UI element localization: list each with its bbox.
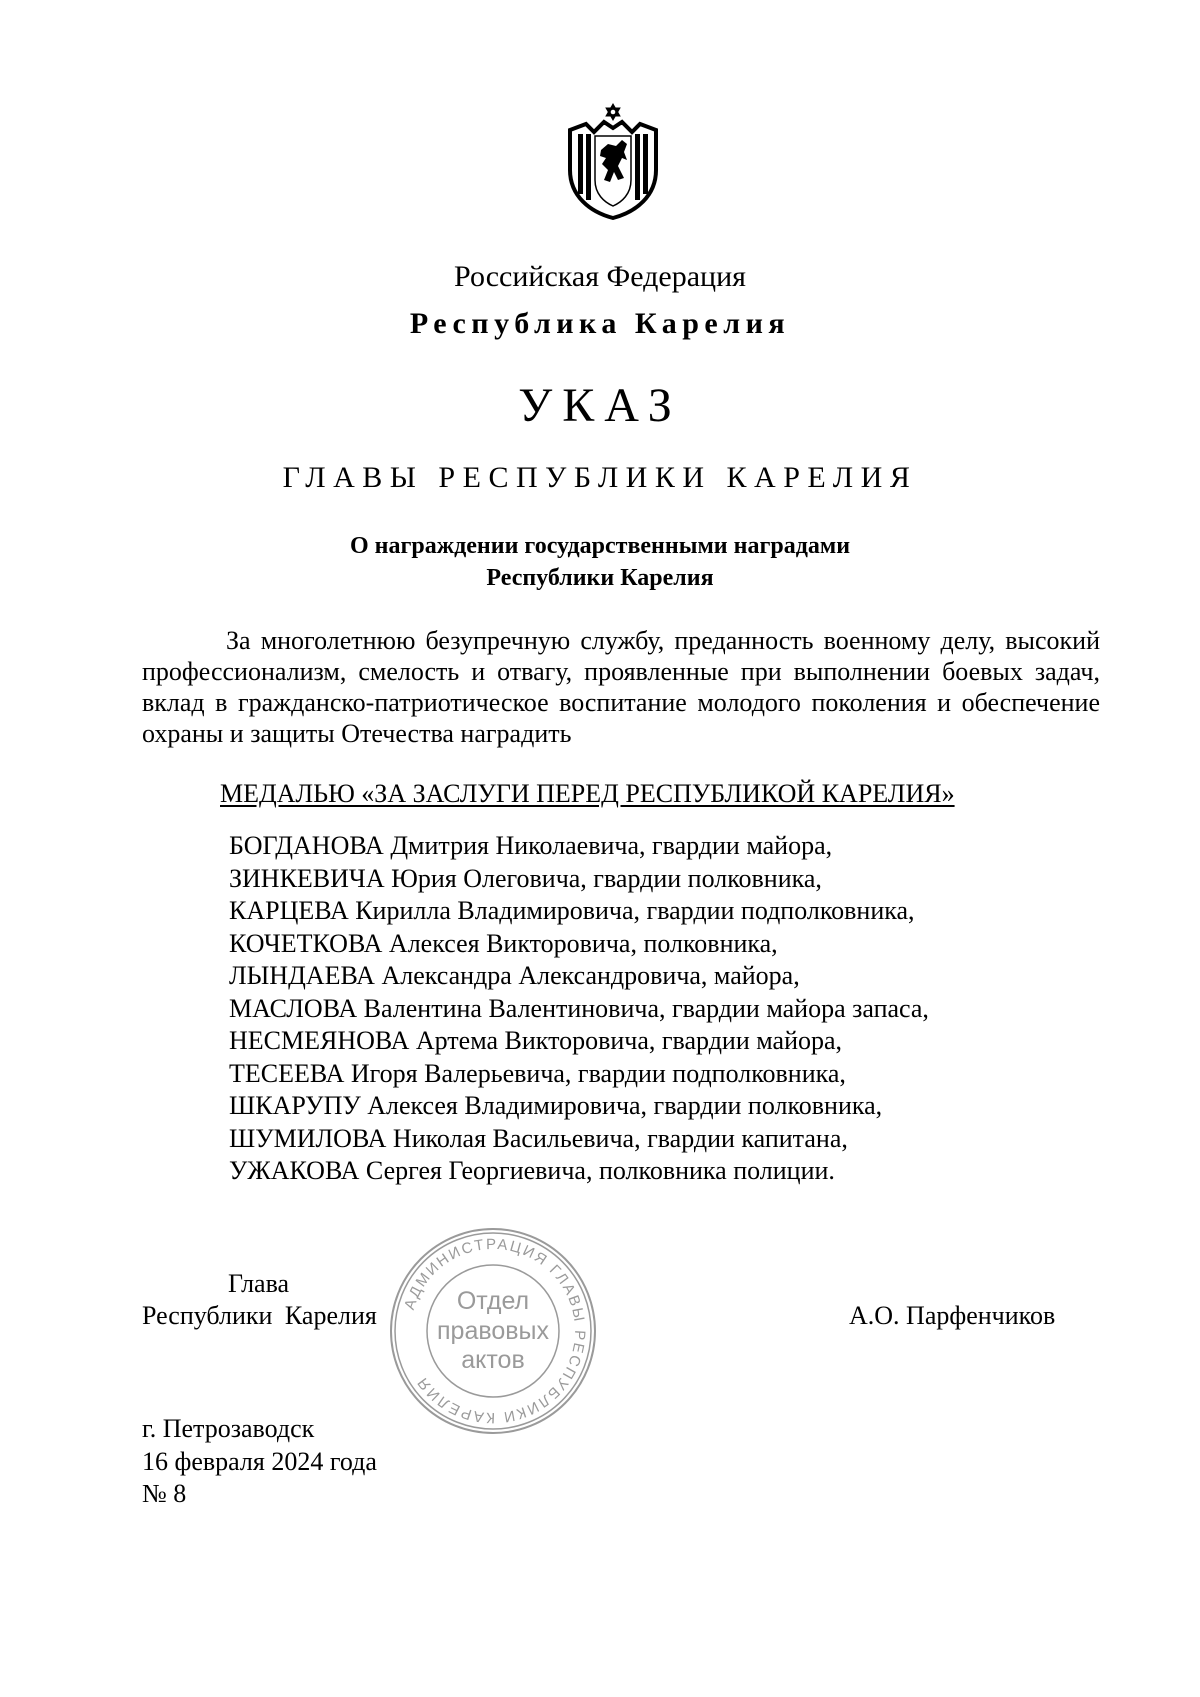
coat-of-arms-icon [564,100,662,220]
signatory-position [142,1268,377,1332]
signatory-position-line-1: Глава [228,1269,290,1298]
republic-name: Республика Карелия [409,307,791,340]
signatory-name: А.О. Парфенчиков [849,1301,1056,1330]
awardee-item: КАРЦЕВА Кирилла Владимировича, гвардии подполковника, [229,896,915,925]
decree-number: № 8 [142,1479,187,1508]
decree-subject-line-2: Республики Карелия [486,565,714,591]
awardee-list [229,830,929,1188]
awardee-item: МАСЛОВА Валентина Валентиновича, гвардии майора запаса, [229,993,929,1023]
official-stamp [387,1225,599,1437]
signatory-position-line-2: Республики Карелия [142,1301,377,1330]
awardee-item: ЗИНКЕВИЧА Юрия Олеговича, гвардии полковника, [229,863,822,893]
issue-city: г. Петрозаводск [142,1414,315,1443]
awardee-item: БОГДАНОВА Дмитрия Николаевича, гвардии майора, [229,831,833,860]
awardee-item: ШКАРУПУ Алексея Владимировича, гвардии полковника, [229,1091,883,1120]
award-name: МЕДАЛЬЮ «ЗА ЗАСЛУГИ ПЕРЕД РЕСПУБЛИКОЙ КАРЕЛИЯ» [220,779,955,808]
issuer-line: ГЛАВЫ РЕСПУБЛИКИ КАРЕЛИЯ [282,461,918,494]
decree-preamble: За многолетнюю безупречную службу, преданность военному делу, высокий профессионализм, смелость и отвагу, проявленные при выполнении боевых задач, вклад в гражданско-патриотическое воспитание молодого поколения и обеспечение охраны и защиты Отечества наградить [142,626,1100,748]
country-name: Российская Федерация [454,260,746,293]
issue-date: 16 февраля 2024 года [142,1446,377,1476]
awardee-item: КОЧЕТКОВА Алексея Викторовича, полковника, [229,928,778,958]
svg-text:Отдел: Отдел [456,1287,530,1315]
document-type-title: УКАЗ [518,379,682,432]
decree-subject [0,530,1200,594]
decree-footer [142,1413,377,1511]
awardee-item: ЛЫНДАЕВА Александра Александровича, майора, [229,961,800,990]
awardee-item: ШУМИЛОВА Николая Васильевича, гвардии капитана, [229,1123,848,1153]
awardee-item: УЖАКОВА Сергея Георгиевича, полковника полиции. [229,1156,835,1185]
svg-text:АДМИНИСТРАЦИЯ ГЛАВЫ РЕСПУБЛИКИ: АДМИНИСТРАЦИЯ ГЛАВЫ РЕСПУБЛИКИ КАРЕЛИЯ [401,1235,589,1427]
svg-text:правовых: правовых [437,1317,549,1345]
decree-subject-line-1: О награждении государственными наградами [349,533,851,559]
awardee-item: НЕСМЕЯНОВА Артема Викторовича, гвардии майора, [229,1026,843,1055]
awardee-item: ТЕСЕЕВА Игоря Валерьевича, гвардии подполковника, [229,1058,846,1088]
svg-text:актов: актов [461,1346,525,1374]
